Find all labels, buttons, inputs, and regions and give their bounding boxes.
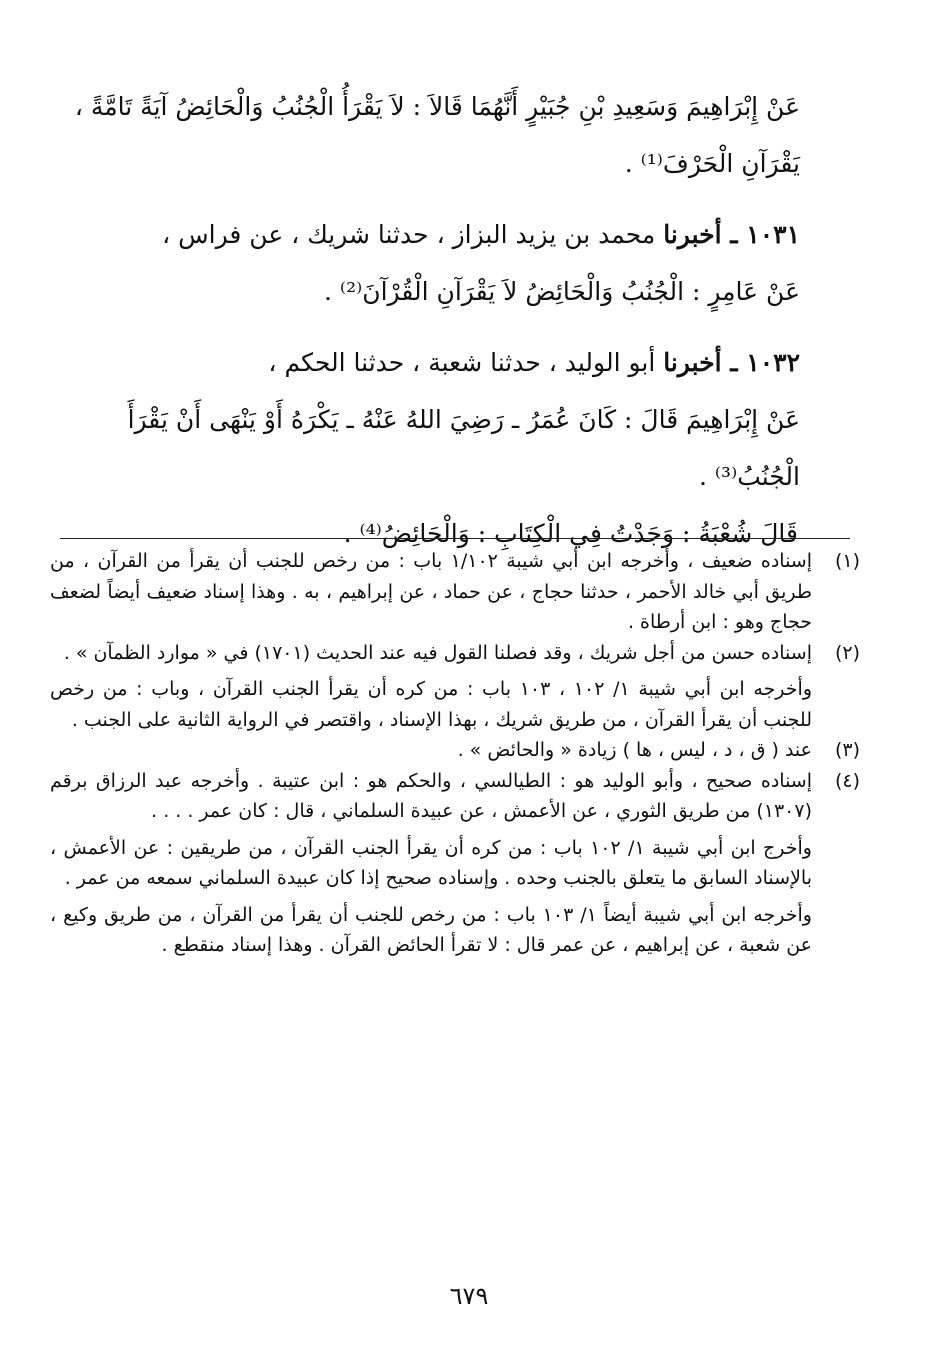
footnote-paragraph: إسناده ضعيف ، وأخرجه ابن أبي شيبة ١/١٠٢ باب : من رخص للجنب أن يقرأ من القرآن ، من طريق أبي خالد الأحمر ، حدثنا حجاج ، عن حماد ، عن إبراهيم ، به . وهذا إسناد ضعيف أيضاً لضعف حجاج وهو : ابن أرطاة . [50, 550, 813, 633]
footnote-marker: (١) [834, 550, 860, 572]
footnote-3 [50, 735, 860, 766]
footnote-paragraph: وأخرجه ابن أبي شيبة أيضاً ١/ ١٠٣ باب : من رخص للجنب أن يقرأ من القرآن ، من طريق وكيع ، عن شعبة ، عن إبراهيم ، عن عمر قال : لا تقرأ الحائض القرآن . وهذا إسناد منقطع . [50, 903, 812, 956]
hadith-1032-text: عَنْ إِبْرَاهِيمَ قَالَ : كَانَ عُمَرُ ـ رَضِيَ اللهُ عَنْهُ ـ يَكْرَهُ أَوْ يَنْهَى أَنْ يَقْرَأَ الْجُنُبُ⁽³⁾ . [127, 405, 800, 491]
hadith-1031-narrators: محمد بن يزيد البزاز ، حدثنا شريك ، عن فراس ، [162, 220, 664, 249]
main-text [50, 78, 800, 562]
footnotes [50, 546, 860, 961]
footnote-marker: (٤) [834, 769, 860, 792]
page-number: ٦٧٩ [449, 1282, 489, 1310]
footnote-2 [50, 638, 860, 736]
footnote-4 [50, 766, 860, 961]
hadith-1032-narrators: أبو الوليد ، حدثنا شعبة ، حدثنا الحكم ، [268, 348, 664, 377]
hadith-1032-chain [50, 334, 800, 391]
footnote-paragraph: وأخرجه ابن أبي شيبة ١/ ١٠٢ ، ١٠٣ باب : من كره أن يقرأ الجنب القرآن ، وباب : من رخص للجنب أن يقرأ القرآن ، من طريق شريك ، بهذا الإسناد ، واقتصر في الرواية الثانية على الجنب . [50, 678, 812, 731]
hadith-1031-text: عَنْ عَامِرٍ : الْجُنُبُ وَالْحَائِضُ لاَ يَقْرَآنِ الْقُرْآنَ⁽²⁾ . [324, 277, 800, 306]
footnote-1 [50, 546, 860, 638]
hadith-1030-text: عَنْ إِبْرَاهِيمَ وَسَعِيدِ بْنِ جُبَيْرٍ أَنَّهُمَا قَالاَ : لاَ يَقْرَأُ الْجُنُبُ وَالْحَائِضُ آيَةً تَامَّةً ، يَقْرَآنِ الْحَرْفَ⁽¹⁾ . [74, 92, 800, 178]
footnote-marker: (٢) [834, 641, 860, 664]
footnote-divider [60, 538, 850, 539]
footnote-paragraph: وأخرج ابن أبي شيبة ١/ ١٠٢ باب : من كره أن يقرأ الجنب القرآن ، من طريقين : عن الأعمش ، بالإسناد السابق ما يتعلق بالجنب وحده . وإسناده صحيح إذا كان عبيدة السلماني سمعه من عمر . [50, 836, 812, 889]
footnote-paragraph: إسناده صحيح ، وأبو الوليد هو : الطيالسي ، والحكم هو : ابن عتيبة . وأخرجه عبد الرزاق برقم (١٣٠٧) من طريق الثوري ، عن الأعمش ، عن عبيدة السلماني ، قال : كان عمر . . . . [50, 769, 812, 822]
footnote-paragraph: عند ( ق ، د ، ليس ، ها ) زيادة « والحائض » . [457, 739, 812, 761]
hadith-1032-number: ١٠٣٢ ـ أخبرنا [663, 348, 800, 377]
footnote-marker: (٣) [834, 739, 860, 761]
hadith-1031-number: ١٠٣١ ـ أخبرنا [663, 220, 800, 249]
hadith-1031-chain [50, 206, 800, 263]
hadith-1032-addition: قَالَ شُعْبَةُ : وَجَدْتُ فِي الْكِتَابِ : وَالْحَائِضُ⁽⁴⁾ . [343, 519, 798, 548]
footnote-paragraph: إسناده حسن من أجل شريك ، وقد فصلنا القول فيه عند الحديث (١٧٠١) في « موارد الظمآن » . [63, 641, 812, 664]
